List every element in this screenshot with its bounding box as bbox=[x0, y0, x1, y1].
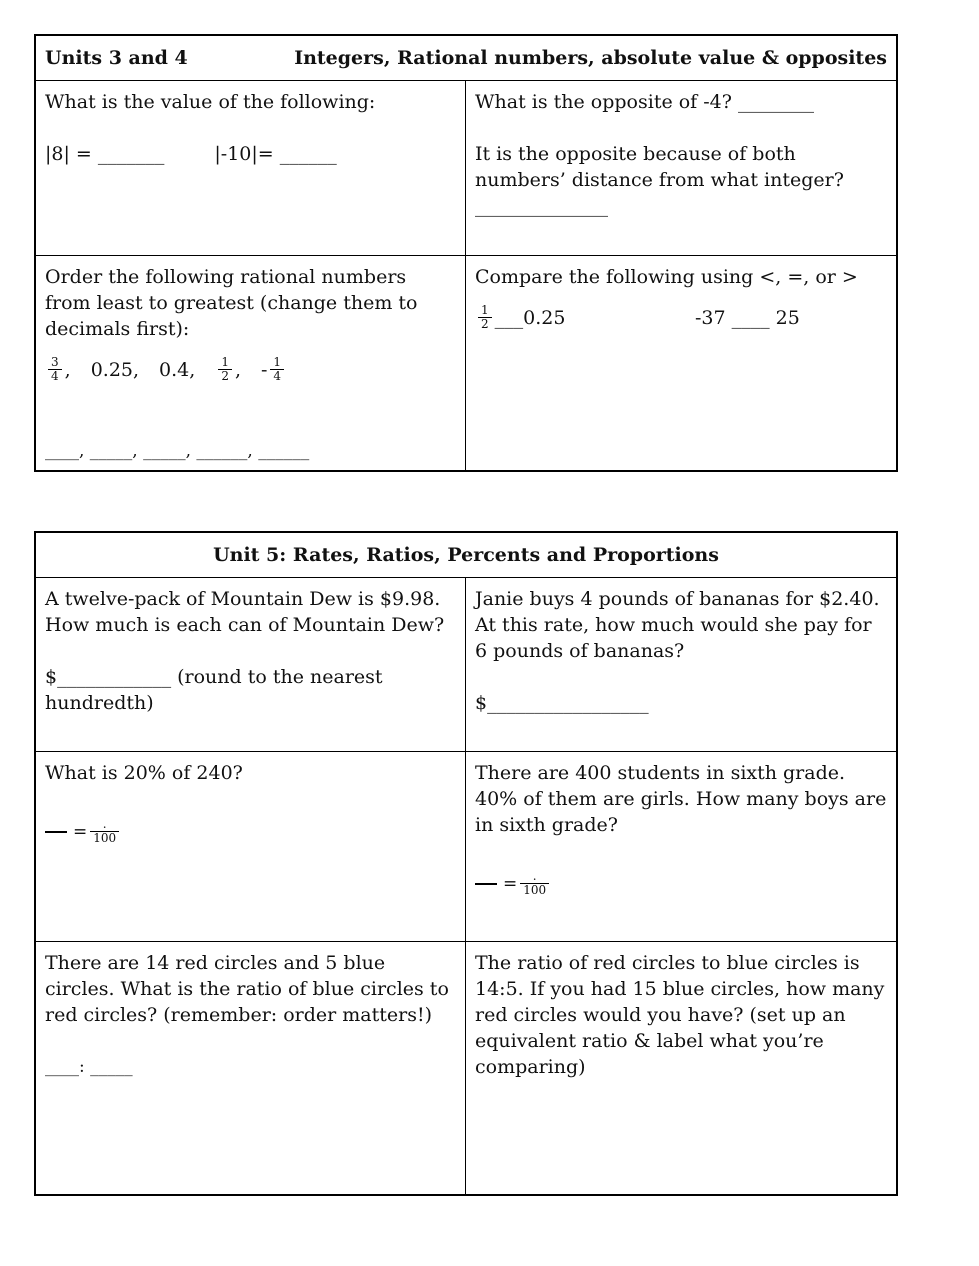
table2-row-3 bbox=[36, 941, 896, 1194]
dew-question: A twelve-pack of Mountain Dew is $9.98. How much is each can of Mountain Dew? bbox=[45, 588, 445, 636]
equivalent-question: The ratio of red circles to blue circles is 14:5. If you had 15 blue circles, how many red circles would you have? (set up an equivalent ratio & label what you’re comparing) bbox=[475, 952, 885, 1078]
fraction-one-half-compare: $\frac{1}{2}$ bbox=[478, 304, 492, 331]
equivalent-cell bbox=[466, 942, 896, 1194]
percent-question: What is 20% of 240? bbox=[45, 762, 243, 784]
students-cell bbox=[466, 752, 896, 941]
table1-row-1 bbox=[36, 80, 896, 255]
abs-value-question: What is the value of the following: bbox=[45, 91, 376, 113]
units-3-4-table bbox=[34, 34, 898, 472]
table1-header bbox=[36, 36, 896, 80]
dew-cell bbox=[36, 578, 466, 751]
order-answer-blanks: ____, _____, _____, ______, ______ bbox=[45, 441, 310, 461]
opposite-followup: It is the opposite because of both numbers’ distance from what integer? ______________ bbox=[475, 143, 844, 217]
table2-row-1 bbox=[36, 577, 896, 751]
circles-answer: ____: _____ bbox=[45, 1057, 133, 1077]
bananas-answer: $_________________ bbox=[475, 692, 649, 714]
dew-answer: $____________ (round to the nearest hundredth) bbox=[45, 666, 383, 714]
unit-5-table bbox=[34, 531, 898, 1196]
abs-value-cell bbox=[36, 81, 466, 255]
order-cell bbox=[36, 256, 466, 470]
abs-value-item-1: |8| = _______ bbox=[45, 143, 165, 165]
fraction-negative-one-fourth: - $\frac{1}{4}$ bbox=[261, 356, 287, 383]
table1-header-right: Integers, Rational numbers, absolute value & opposites bbox=[294, 47, 887, 69]
fraction-three-fourths: $\frac{3}{4}$ bbox=[48, 356, 62, 383]
order-question: Order the following rational numbers from least to greatest (change them to decimals first): bbox=[45, 266, 418, 340]
opposite-cell bbox=[466, 81, 896, 255]
compare-item-2: -37 ____ 25 bbox=[695, 306, 800, 329]
value-0-25: 0.25, bbox=[90, 358, 140, 381]
table1-row-2 bbox=[36, 255, 896, 470]
students-question: There are 400 students in sixth grade. 40% of them are girls. How many boys are in sixth grade? bbox=[475, 762, 887, 836]
table2-row-2 bbox=[36, 751, 896, 941]
abs-value-item-2: |-10|= ______ bbox=[214, 143, 337, 165]
order-values: $\frac{3}{4}$ , 0.25, 0.4, $\frac{1}{2}$ , - $\frac{1}{4}$ bbox=[45, 356, 456, 383]
fraction-one-half: $\frac{1}{2}$ bbox=[218, 356, 232, 383]
table2-header: Unit 5: Rates, Ratios, Percents and Proportions bbox=[213, 544, 719, 566]
table1-header-left: Units 3 and 4 bbox=[45, 47, 188, 69]
compare-cell bbox=[466, 256, 896, 470]
circles-cell bbox=[36, 942, 466, 1194]
percent-proportion: = $\frac{.}{100}$ bbox=[45, 818, 456, 845]
value-0-4: 0.4, bbox=[159, 358, 196, 381]
bananas-question: Janie buys 4 pounds of bananas for $2.40. At this rate, how much would she pay for 6 pounds of bananas? bbox=[475, 588, 880, 662]
compare-question: Compare the following using <, =, or > bbox=[475, 266, 858, 288]
compare-item-1: $\frac{1}{2}$ ___0.25 bbox=[475, 304, 695, 331]
bananas-cell bbox=[466, 578, 896, 751]
circles-question: There are 14 red circles and 5 blue circles. What is the ratio of blue circles to red circles? (remember: order matters!) bbox=[45, 952, 449, 1026]
percent-cell bbox=[36, 752, 466, 941]
students-proportion: = $\frac{.}{100}$ bbox=[475, 870, 887, 897]
opposite-question: What is the opposite of -4? ________ bbox=[475, 91, 814, 113]
